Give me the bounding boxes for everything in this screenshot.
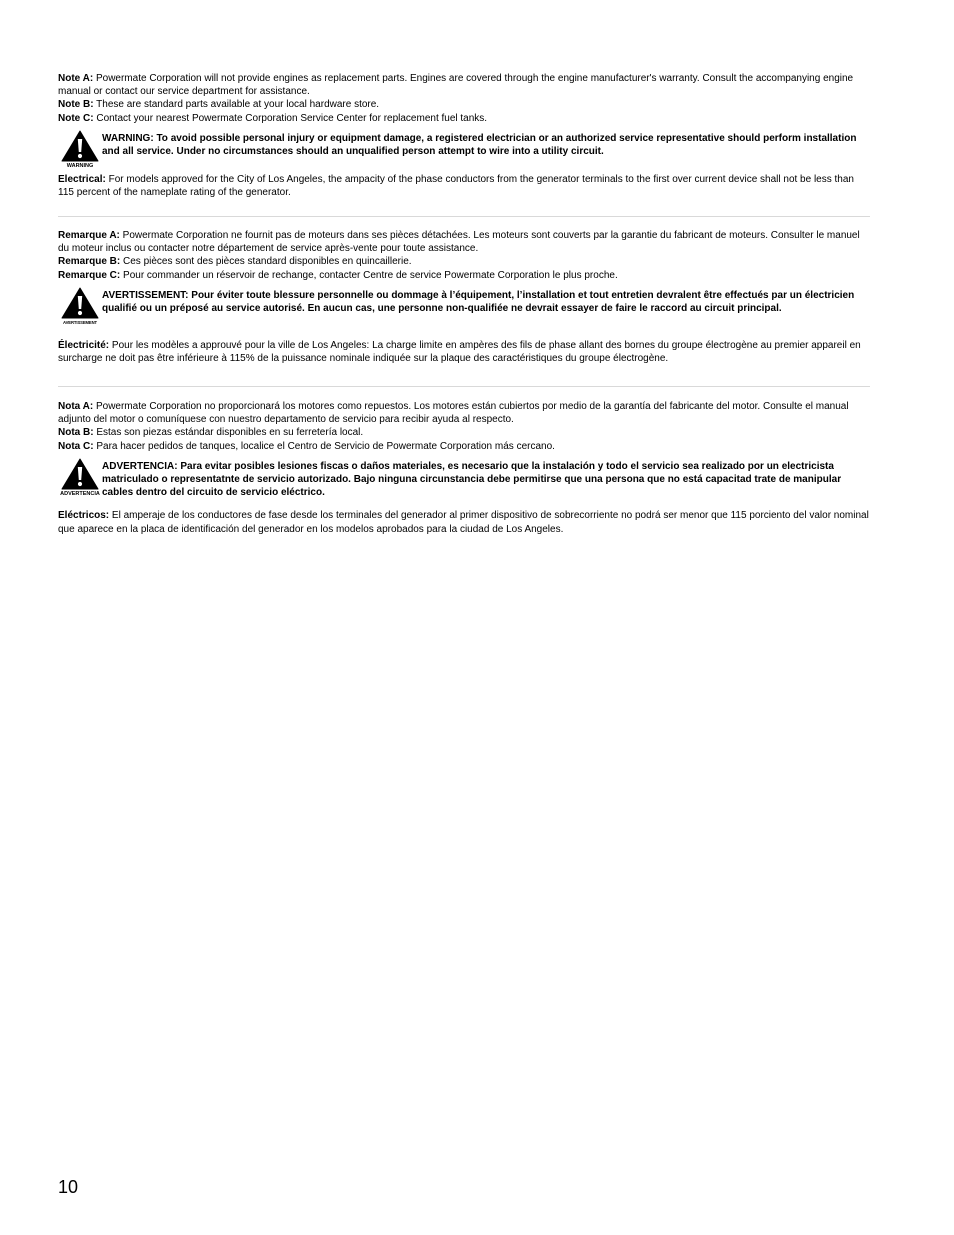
avertissement-block	[58, 287, 872, 326]
electricos-note: Eléctricos: El amperaje de los conductores de fase desde los terminales del generador al primer dispositivo de sobrecorriente no podrá ser menor que 115 porciento del valor nominal que aparece en la placa de identificación del generador en los modelos aprobados para la ciudad de Los Angeles.	[58, 510, 869, 535]
nota-b: Nota B: Estas son piezas estándar disponibles en su ferretería local.	[58, 427, 364, 439]
warning-icon-caption: WARNING	[66, 162, 94, 169]
warning-icon	[58, 458, 102, 497]
remarque-b: Remarque B: Ces pièces sont des pièces standard disponibles en quincaillerie.	[58, 256, 412, 268]
warning-icon	[58, 130, 102, 169]
french-section	[58, 229, 872, 365]
spanish-section	[58, 400, 872, 536]
electrical-note: Electrical: For models approved for the City of Los Angeles, the ampacity of the phase conductors from the generator terminals to the first over current device shall not be less than 115 percent of the nameplate rating of the generator.	[58, 173, 854, 199]
note-b: Note B: These are standard parts available at your local hardware store.	[58, 99, 380, 111]
electricite-note: Électricité: Pour les modèles a approuvé pour la ville de Los Angeles: La charge limite en ampères des fils de phase allant des bornes du groupe électrogène au premier appareil en surcharge ne doit pas être inférieure à 115% de la puissance nominale indiquée sur la plaque des caractéristiques du groupe électrogène.	[58, 339, 861, 365]
warning-block	[58, 130, 872, 169]
warning-icon-caption: ADVERTENCIA	[60, 490, 100, 497]
note-c: Note C: Contact your nearest Powermate Corporation Service Center for replacement fuel tanks.	[58, 112, 488, 124]
section-divider	[58, 386, 870, 387]
page-number: 10	[58, 1177, 79, 1197]
warning-text: AVERTISSEMENT: Pour éviter toute blessure personnelle ou dommage à l’équipement, l’installation et tout entretien devralent être effectués par un électricien qualifié ou un préposé au service autorisé. En aucun cas, une personne non-qualifiée ne devrait essayer de faire le raccord au circuit principal.	[102, 289, 855, 315]
warning-icon-caption: AVERTISSEMENT	[63, 319, 97, 325]
advertencia-block	[58, 458, 872, 500]
section-divider	[58, 216, 870, 217]
warning-text: WARNING: To avoid possible personal injury or equipment damage, a registered electrician or an authorized service representative should perform installation and all service. Under no circumstances should an unqualified person attempt to wire into a utility circuit.	[102, 132, 857, 158]
warning-icon	[58, 287, 102, 326]
warning-text: ADVERTENCIA: Para evitar posibles lesiones fiscas o daños materiales, es necesario que la instalación y todo el servicio sea realizado por un electricista matriculado o representatnte de servicio autorizado. Bajo ninguna circunstancia debe permitirse que una persona que no está capacitad trate de manipular cables dentro del circuito de servicio eléctrico.	[102, 460, 842, 499]
note-a: Note A: Powermate Corporation will not provide engines as replacement parts. Engines are covered through the engine manufacturer's warranty. Consult the accompanying engine manual or contact our service department for assistance.	[58, 73, 854, 98]
nota-c: Nota C: Para hacer pedidos de tanques, localice el Centro de Servicio de Powermate Corporation más cercano.	[58, 440, 555, 452]
remarque-a: Remarque A: Powermate Corporation ne fournit pas de moteurs dans ses pièces détachées. Les moteurs sont couverts par la garantie du fabricant de moteurs. Consulter le manuel du moteur inclus ou contacter notre département de service après-vente pour toute assistance.	[58, 230, 860, 255]
english-section	[58, 72, 872, 199]
nota-a: Nota A: Powermate Corporation no proporcionará los motores como repuestos. Los motores están cubiertos por medio de la garantía del fabricante del motor. Consulte el manual adjunto del motor o comuníquese con nuestro departamento de servicio para recibir ayuda al respecto.	[58, 401, 849, 426]
remarque-c: Remarque C: Pour commander un réservoir de rechange, contacter Centre de service Powermate Corporation le plus proche.	[58, 269, 618, 281]
